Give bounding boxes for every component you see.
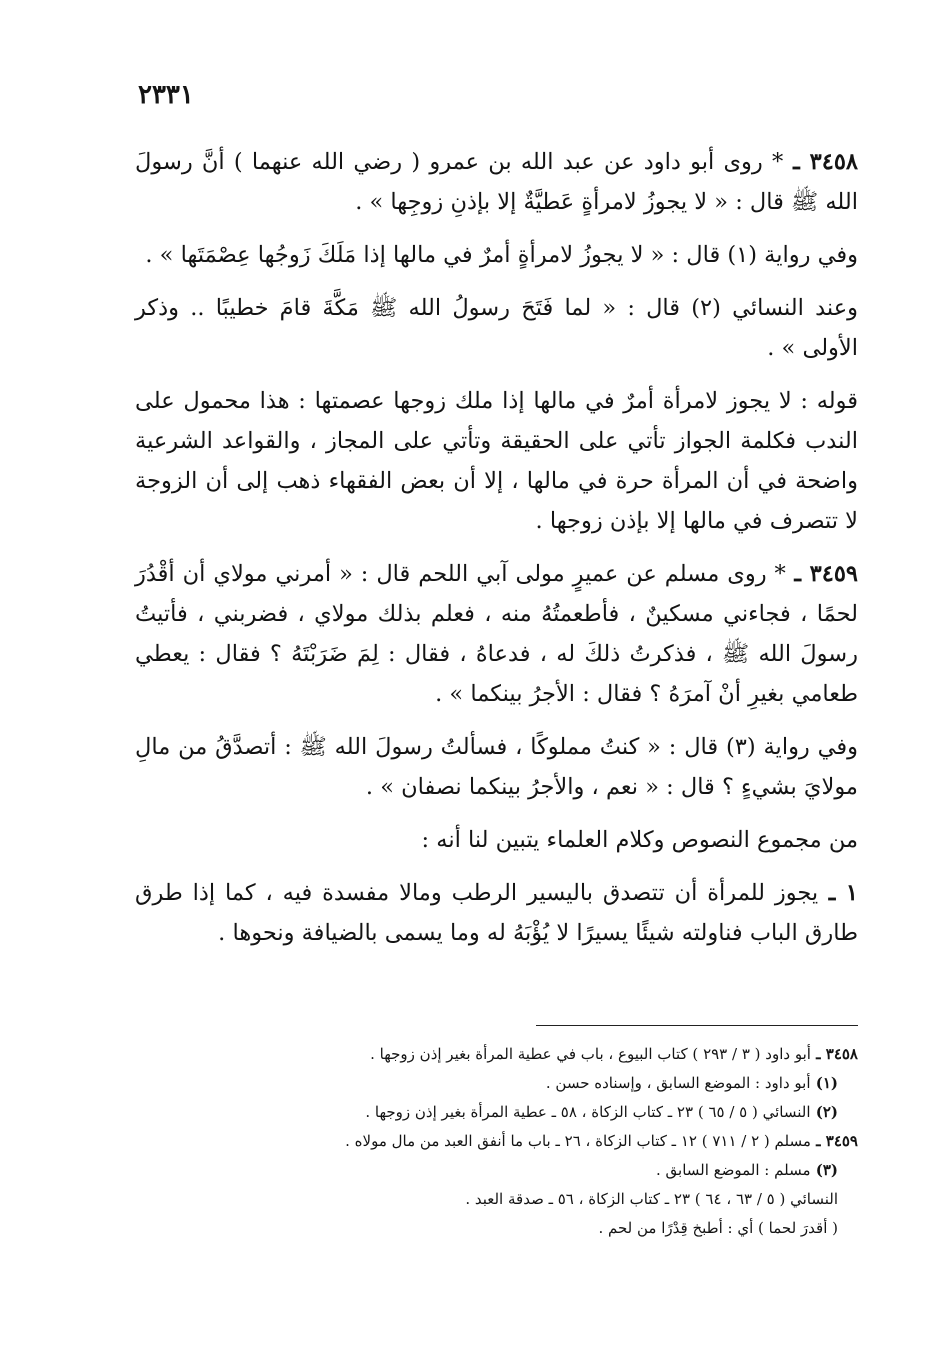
footnote: (١) أبو داود : الموضع السابق ، وإسناده حسن . — [545, 1074, 838, 1092]
narration-3 — [135, 727, 858, 807]
point-number: ١ ـ — [818, 880, 858, 906]
footnote-divider — [536, 1025, 858, 1026]
point-1 — [135, 873, 858, 953]
hadith-text: * روى مسلم عن عميرٍ مولى آبي اللحم قال : « أمرني مولاي أن أقْدُرَ لحمًا ، فجاءني مسكينٌ ، فأطعمتُهُ منه ، فعلم بذلك مولاي ، فضربني ، فأتيتُ رسولَ الله ﷺ ، فذكرتُ ذلكَ له ، فدعاهُ ، فقال : لِمَ ضَرَبْتَهُ ؟ فقال : يعطي طعامي بغيرِ أنْ آمرَهُ ؟ فقال : الأجرُ بينكما » . — [135, 561, 858, 707]
main-text — [135, 142, 858, 966]
summary-text: من مجموع النصوص وكلام العلماء يتبين لنا أنه : — [421, 827, 858, 853]
footnote: ٣٤٥٩ ـ مسلم ( ٢ / ٧١١ ) ١٢ ـ كتاب الزكاة ، ٢٦ ـ باب ما أنفق العبد من مال مولاه . — [345, 1132, 858, 1150]
footnote: ( أقدرَ لحما ) أي : أطبخ قِدْرًا من لحم . — [598, 1219, 838, 1237]
hadith-text: * روى أبو داود عن عبد الله بن عمرو ( رضي الله عنهما ) أنَّ رسولَ الله ﷺ قال : « لا يجوزُ لامرأةٍ عَطيَّةٌ إلا بإذنِ زوجِها » . — [135, 149, 858, 215]
point-text: يجوز للمرأة أن تتصدق باليسير الرطب ومالا مفسدة فيه ، كما إذا طرق طارق الباب فناولته شيئًا يسيرًا لا يُؤْبَهُ له وما يسمى بالضيافة ونحوها . — [135, 880, 858, 946]
narration-nasai — [135, 288, 858, 368]
commentary — [135, 381, 858, 541]
hadith-3459 — [135, 554, 858, 714]
narration-text: وفي رواية (١) قال : « لا يجوزُ لامرأةٍ أمرٌ في مالها إذا مَلَكَ زَوجُها عِصْمَتَها » . — [145, 242, 858, 268]
footnotes — [135, 1040, 858, 1243]
narration-text: وعند النسائي (٢) قال : « لما فَتَحَ رسولُ الله ﷺ مَكَّةَ قامَ خطيبًا .. وذكر الأولى » . — [135, 295, 858, 361]
commentary-text: قوله : لا يجوز لامرأة أمرٌ في مالها إذا ملك زوجها عصمتها : هذا محمول على الندب فكلمة الجواز تأتي على الحقيقة وتأتي على المجاز ، والقواعد الشرعية واضحة في أن المرأة حرة في مالها ، إلا أن بعض الفقهاء ذهب إلى أن الزوجة لا تتصرف في مالها إلا بإذن زوجها . — [135, 388, 858, 534]
footnote: ٣٤٥٨ ـ أبو داود ( ٣ / ٢٩٣ ) كتاب البيوع ، باب في عطية المرأة بغير إذن زوجها . — [370, 1045, 858, 1063]
narration-1 — [135, 235, 858, 275]
footnote: النسائي ( ٥ / ٦٣ ، ٦٤ ) ٢٣ ـ كتاب الزكاة ، ٥٦ ـ صدقة العبد . — [465, 1190, 838, 1208]
narration-text: وفي رواية (٣) قال : « كنتُ مملوكًا ، فسألتُ رسولَ الله ﷺ : أتصدَّقُ من مالِ مولايَ بشيءٍ ؟ قال : « نعم ، والأجرُ بينكما نصفان » . — [135, 734, 859, 800]
footnote: (٢) النسائي ( ٥ / ٦٥ ) ٢٣ ـ كتاب الزكاة ، ٥٨ ـ عطية المرأة بغير إذن زوجها . — [365, 1103, 838, 1121]
hadith-3458 — [135, 142, 858, 222]
hadith-number: ٣٤٥٨ ـ — [783, 149, 858, 175]
summary-intro — [135, 820, 858, 860]
page-number: ٢٣٣١ — [138, 80, 194, 110]
hadith-number: ٣٤٥٩ ـ — [785, 561, 858, 587]
footnote: (٣) مسلم : الموضع السابق . — [655, 1161, 838, 1179]
